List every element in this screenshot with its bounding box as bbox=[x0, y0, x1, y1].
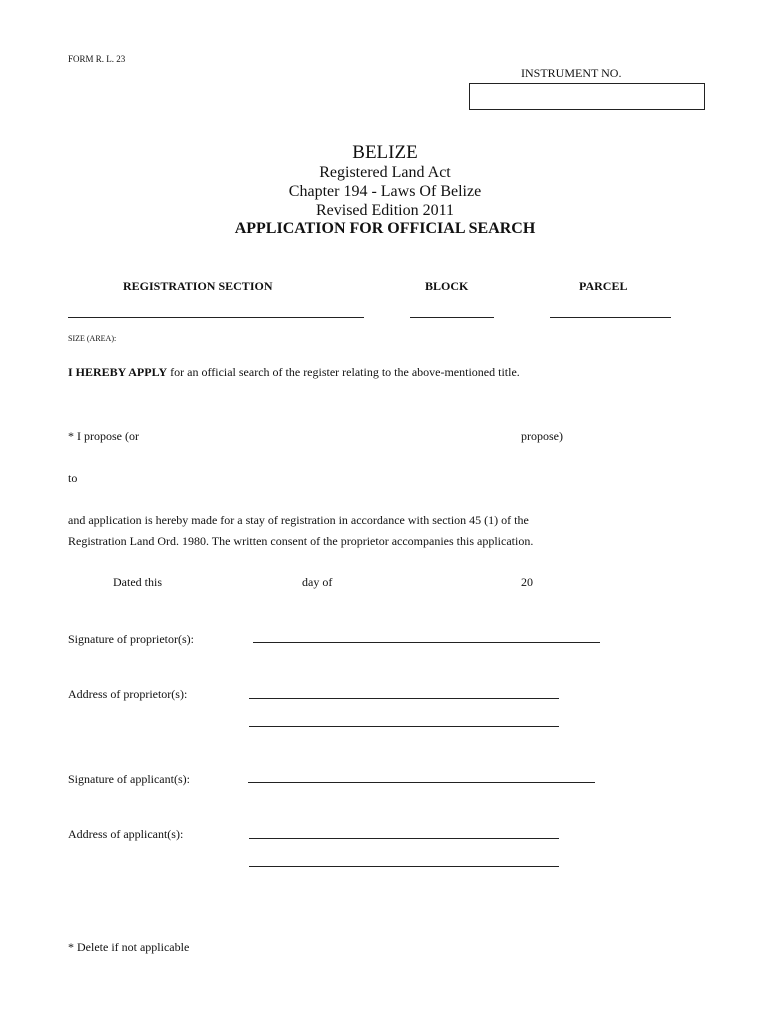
propose-statement: * I propose (or bbox=[68, 429, 139, 443]
stay-statement-line-1: and application is hereby made for a stay of registration in accordance with section 45 (1) of the bbox=[68, 513, 529, 527]
to-label: to bbox=[68, 471, 78, 485]
signature-applicant-label: Signature of applicant(s): bbox=[68, 772, 190, 786]
parcel-field[interactable] bbox=[550, 317, 671, 318]
footnote: * Delete if not applicable bbox=[68, 940, 190, 954]
parcel-header: PARCEL bbox=[579, 279, 628, 293]
registration-section-header: REGISTRATION SECTION bbox=[123, 279, 273, 293]
form-id: FORM R. L. 23 bbox=[68, 54, 126, 64]
apply-statement bbox=[68, 365, 520, 380]
address-applicant-field-2[interactable] bbox=[249, 866, 559, 867]
registration-section-field[interactable] bbox=[68, 317, 364, 318]
day-of-label: day of bbox=[302, 575, 333, 589]
block-field[interactable] bbox=[410, 317, 494, 318]
apply-emphasis: I HEREBY APPLY bbox=[68, 365, 168, 379]
act-heading: Registered Land Act bbox=[319, 164, 451, 181]
block-header: BLOCK bbox=[425, 279, 469, 293]
chapter-heading: Chapter 194 - Laws Of Belize bbox=[288, 183, 482, 200]
address-proprietor-field-1[interactable] bbox=[249, 698, 559, 699]
size-area-label: SIZE (AREA): bbox=[68, 334, 117, 343]
country-heading: BELIZE bbox=[352, 142, 418, 163]
address-applicant-label: Address of applicant(s): bbox=[68, 827, 184, 841]
stay-statement-line-2: Registration Land Ord. 1980. The written consent of the proprietor accompanies this application. bbox=[68, 534, 534, 548]
form-title: APPLICATION FOR OFFICIAL SEARCH bbox=[234, 220, 536, 237]
signature-applicant-field[interactable] bbox=[248, 782, 595, 783]
apply-text: for an official search of the register relating to the above-mentioned title. bbox=[167, 365, 520, 379]
address-proprietor-label: Address of proprietor(s): bbox=[68, 687, 188, 701]
signature-proprietor-label: Signature of proprietor(s): bbox=[68, 632, 194, 646]
edition-heading: Revised Edition 2011 bbox=[315, 202, 455, 219]
propose-end: propose) bbox=[521, 429, 563, 443]
address-proprietor-field-2[interactable] bbox=[249, 726, 559, 727]
instrument-number-field[interactable] bbox=[469, 83, 705, 110]
signature-proprietor-field[interactable] bbox=[253, 642, 600, 643]
year-prefix: 20 bbox=[521, 575, 533, 589]
instrument-number-label: INSTRUMENT NO. bbox=[521, 66, 622, 80]
address-applicant-field-1[interactable] bbox=[249, 838, 559, 839]
dated-this-label: Dated this bbox=[113, 575, 162, 589]
